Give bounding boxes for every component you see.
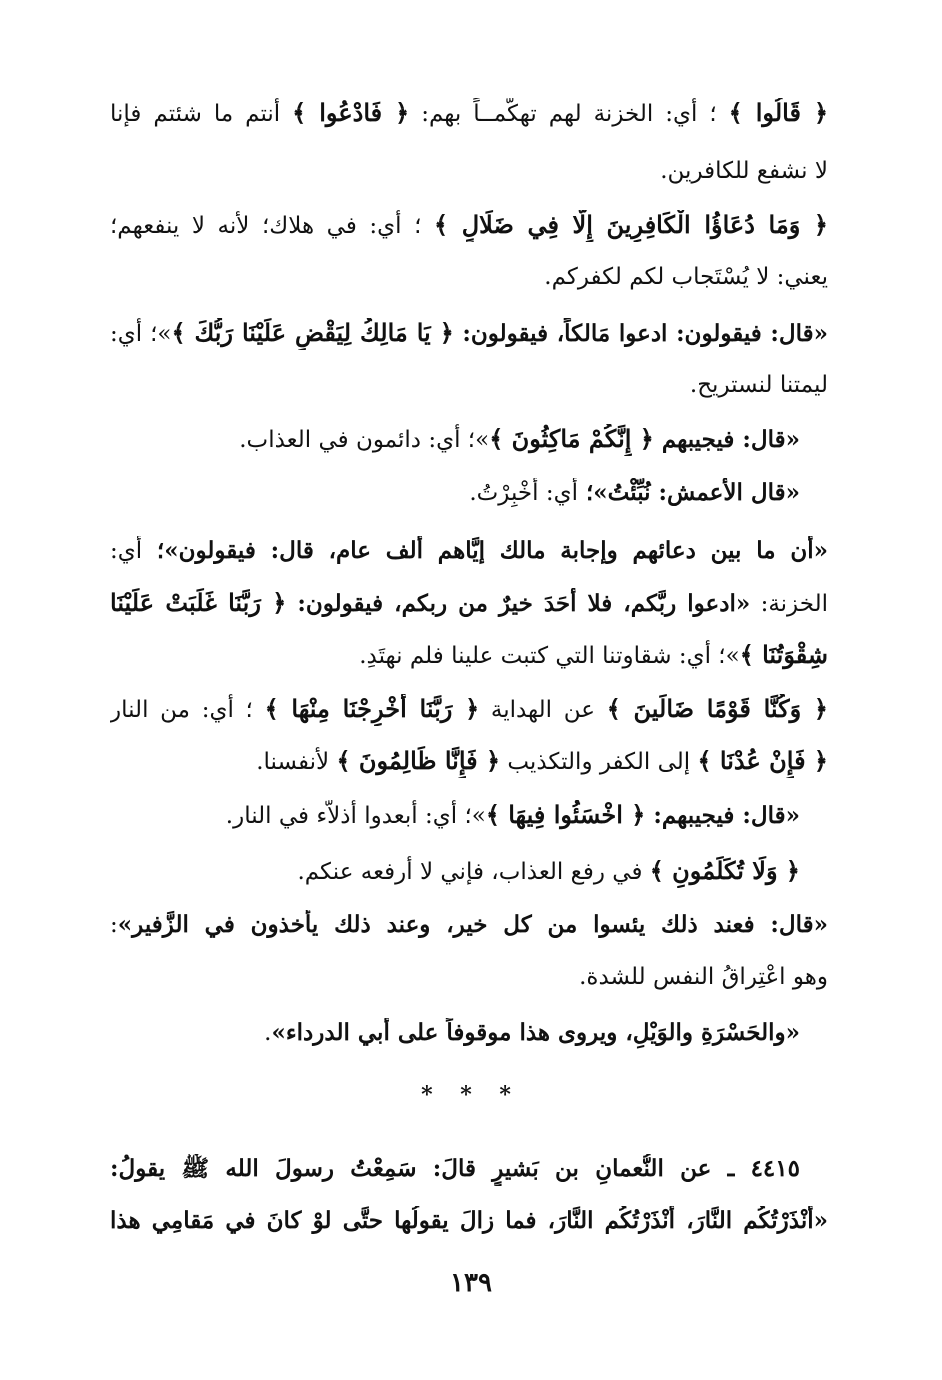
quran-quote: شِقْوَتُنَا ﴾ <box>739 640 828 669</box>
text-segment: لا نشفع للكافرين. <box>660 158 828 184</box>
text-segment: »؛ أي: دائمون في العذاب. <box>239 427 490 453</box>
quran-quote: ﴿ قَالُوا ﴾ <box>728 98 828 127</box>
text-segment: »؛ أي: شقاوتنا التي كتبت علينا فلم نهتَدِ. <box>359 643 740 669</box>
bold-text: ٤٤١٥ ـ عن النُّعمانِ بن بَشيرٍ قالَ: سَمِعْتُ رسولَ الله ﷺ يقولُ: <box>110 1155 800 1182</box>
bold-text: «قال: فيجيبهم <box>653 426 800 453</box>
text-segment: ؛ أي: الخزنة لهم تهكُّمــاً بهم: <box>409 101 729 127</box>
bold-text: «قال الأعمش: نُبِّئْتُ»؛ <box>577 479 800 506</box>
page-number: ١٣٩ <box>450 1268 492 1298</box>
bold-text: «ادعوا ربَّكم، فلا أَحَدَ خيرٌ من ربكم، فيقولون: <box>286 590 751 617</box>
text-segment: ليمتنا لنستريح. <box>689 372 828 398</box>
text-line <box>110 1018 800 1050</box>
text-line <box>110 800 800 832</box>
text-segment: الخزنة: <box>750 591 828 617</box>
text-line <box>110 98 828 130</box>
text-segment: أي: أُخْبِرْتُ. <box>469 480 578 506</box>
quran-quote: ﴿ رَبَّنَا أَخْرِجْنَا مِنْهَا ﴾ <box>264 694 480 723</box>
quran-quote: ﴿ وَلَا تُكَلِّمُونِ ﴾ <box>649 856 800 885</box>
quran-quote: ﴿ فَإِنَّا ظَالِمُونَ ﴾ <box>336 746 501 775</box>
text-segment: عن الهداية <box>479 697 607 723</box>
text-line <box>110 370 828 402</box>
text-segment: أي: <box>110 538 143 564</box>
text-segment: »؛ أي: <box>110 321 172 347</box>
text-segment: لأنفسنا. <box>256 749 337 775</box>
text-segment: »؛ أي: أبعدوا أذلاَّء في النار. <box>225 803 486 829</box>
hadith-line <box>110 1206 828 1238</box>
bold-text: «قال: فيجيبهم: <box>645 802 800 829</box>
text-segment: يعني: لا يُسْتَجاب لكم لكفركم. <box>544 264 828 290</box>
text-segment: إلى الكفر والتكذيب <box>500 749 698 775</box>
text-line <box>110 746 828 778</box>
bold-text: «والحَسْرَةِ والوَيْلِ، ويروى هذا موقوفاً على أبي الدرداء» <box>271 1019 800 1046</box>
quran-quote: ﴿ فَادْعُوا ﴾ <box>292 98 410 127</box>
text-segment: ؛ أي: في هلاك؛ لأنه لا ينفعهم؛ <box>110 213 435 239</box>
text-segment: في رفع العذاب، فإني لا أرفعه عنكم. <box>297 859 650 885</box>
text-segment: أنتم ما شئتم فإنا <box>110 101 293 127</box>
text-line <box>110 910 828 942</box>
text-line <box>110 156 828 188</box>
quran-quote: ﴿ وَكُنَّا قَوْمًا ضَالِّينَ ﴾ <box>606 694 828 723</box>
quran-quote: ﴿ اخْسَئُوا فِيهَا ﴾ <box>485 800 646 829</box>
text-line <box>110 424 800 456</box>
text-line <box>110 962 828 994</box>
text-line <box>110 262 828 294</box>
section-separator: * * * <box>421 1082 521 1108</box>
text-segment: . <box>264 1020 272 1046</box>
text-line <box>110 478 800 510</box>
quran-quote: ﴿ وَمَا دُعَاؤُا الْكَافِرِينَ إِلَّا فِي ضَلَالٍ ﴾ <box>434 210 828 239</box>
bold-text: «أَنْذَرْتُكُم النَّارَ، أَنْذَرْتُكُم النَّارَ، فما زالَ يقولُها حتَّى لوْ كانَ في مَقامِي هذا <box>110 1207 828 1234</box>
text-line <box>110 694 828 726</box>
text-segment: وهو اعْتِراقُ النفس للشدة. <box>579 964 828 990</box>
quran-quote: ﴿ رَبَّنَا غَلَبَتْ عَلَيْنَا <box>110 588 287 617</box>
quran-quote: ﴿ فَإِنْ عُدْنَا ﴾ <box>697 746 828 775</box>
bold-text: «أن ما بين دعائهم وإجابة مالك إيَّاهم ألف عام، قال: فيقولون»؛ <box>142 537 828 564</box>
quran-quote: ﴿ إِنَّكُمْ مَاكِثُونَ ﴾ <box>489 424 654 453</box>
text-segment: ؛ أي: من النار <box>110 697 265 723</box>
text-line <box>110 640 828 672</box>
text-line <box>110 588 828 620</box>
text-line <box>110 536 828 568</box>
bold-text: «قال: فيقولون: ادعوا مَالكاً، فيقولون: <box>453 320 828 347</box>
text-line <box>110 318 828 350</box>
text-segment: : <box>110 912 118 938</box>
text-line <box>110 210 828 242</box>
bold-text: «قال: فعند ذلك يئسوا من كل خير، وعند ذلك يأخذون في الزَّفير» <box>117 911 828 938</box>
hadith-line <box>110 1154 800 1186</box>
text-line <box>110 856 800 888</box>
quran-quote: ﴿ يَا مَالِكُ لِيَقْضِ عَلَيْنَا رَبُّكَ ﴾ <box>171 318 454 347</box>
